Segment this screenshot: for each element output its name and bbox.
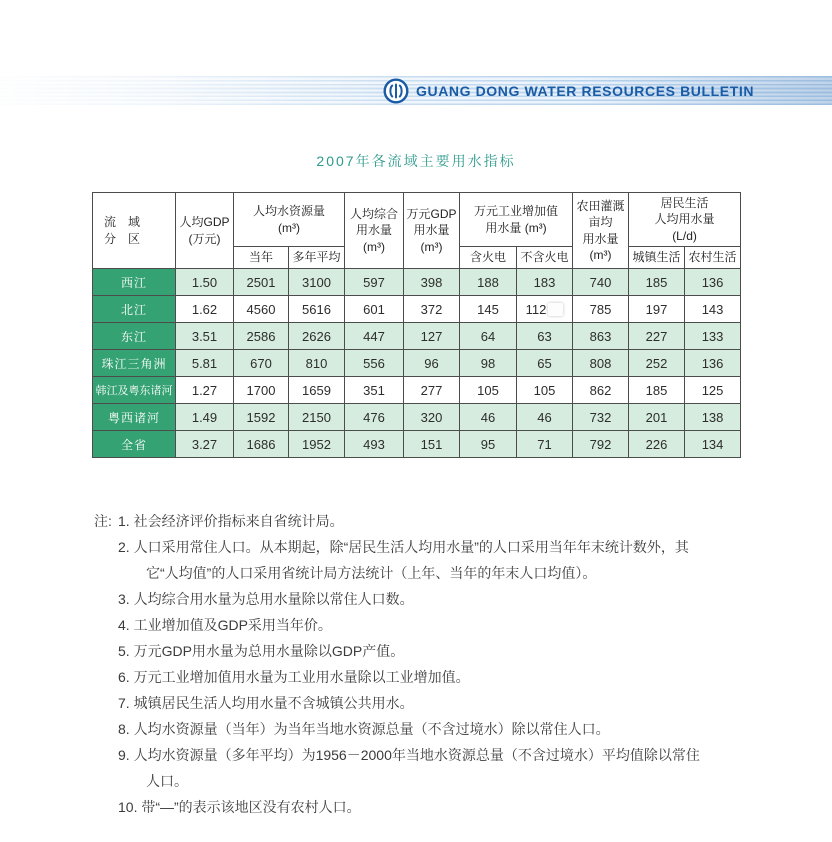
value-cell: 3100 — [289, 269, 345, 296]
note-item: 10. 带“—”的表示该地区没有农村人口。 — [118, 799, 361, 815]
value-cell: 862 — [573, 377, 629, 404]
value-cell: 810 — [289, 350, 345, 377]
sub-header-with-thermal: 含火电 — [460, 247, 517, 269]
value-cell: 3.51 — [176, 323, 234, 350]
col-header-comprehensive-use: 人均综合 用水量 (m³) — [345, 193, 404, 269]
value-cell: 143 — [685, 296, 741, 323]
table-row-xijiang — [93, 269, 741, 296]
sub-header-without-thermal: 不含火电 — [517, 247, 573, 269]
col-group-residential-use: 居民生活 人均用水量 (L/d) — [629, 193, 741, 247]
value-cell: 740 — [573, 269, 629, 296]
correction-patch — [548, 303, 563, 316]
value-cell: 185 — [629, 269, 685, 296]
value-cell: 125 — [685, 377, 741, 404]
value-cell: 1700 — [234, 377, 289, 404]
value-cell: 556 — [345, 350, 404, 377]
col-group-water-resources: 人均水资源量 (m³) — [234, 193, 345, 247]
value-cell: 127 — [404, 323, 460, 350]
note-item: 3. 人均综合用水量为总用水量除以常住人口数。 — [118, 591, 414, 607]
value-cell — [517, 296, 573, 323]
value-cell: 3.27 — [176, 431, 234, 458]
value-cell: 597 — [345, 269, 404, 296]
col-header-basin — [93, 193, 176, 269]
col-header-basin-line1: 流 域 — [104, 215, 141, 230]
table-row-zhujiang-delta — [93, 350, 741, 377]
notes-label: 注: — [94, 513, 112, 529]
value-cell: 1.62 — [176, 296, 234, 323]
value-cell: 185 — [629, 377, 685, 404]
value-cell: 320 — [404, 404, 460, 431]
value-cell: 145 — [460, 296, 517, 323]
ind-without-value: 112 — [525, 301, 547, 317]
note-item: 4. 工业增加值及GDP采用当年价。 — [118, 617, 332, 633]
basin-cell: 北江 — [93, 296, 176, 323]
note-item: 2. 人口采用常住人口。从本期起，除“居民生活人均用水量”的人口采用当年年末统计数外，其它“人均值”的人口采用省统计局方法统计（上年、当年的年末人口均值）。 — [118, 539, 689, 581]
page-title: 2007年各流域主要用水指标 — [316, 153, 516, 169]
table-row-beijiang — [93, 296, 741, 323]
value-cell: 188 — [460, 269, 517, 296]
value-cell: 138 — [685, 404, 741, 431]
value-cell: 1659 — [289, 377, 345, 404]
value-cell: 151 — [404, 431, 460, 458]
notes-section — [94, 508, 734, 820]
value-cell: 201 — [629, 404, 685, 431]
table-row-hanjiang — [93, 377, 741, 404]
banner-content — [383, 76, 754, 105]
value-cell: 98 — [460, 350, 517, 377]
value-cell: 476 — [345, 404, 404, 431]
header-row-1 — [93, 193, 741, 247]
note-item: 5. 万元GDP用水量为总用水量除以GDP产值。 — [118, 643, 405, 659]
basin-cell: 韩江及粤东诸河 — [93, 377, 176, 404]
value-cell: 1686 — [234, 431, 289, 458]
note-item: 8. 人均水资源量（当年）为当年当地水资源总量（不含过境水）除以常住人口。 — [118, 721, 610, 737]
value-cell: 65 — [517, 350, 573, 377]
water-indicators-table — [92, 192, 741, 458]
value-cell: 226 — [629, 431, 685, 458]
value-cell: 2501 — [234, 269, 289, 296]
value-cell: 46 — [460, 404, 517, 431]
value-cell: 670 — [234, 350, 289, 377]
basin-cell: 珠江三角洲 — [93, 350, 176, 377]
note-item: 7. 城镇居民生活人均用水量不含城镇公共用水。 — [118, 695, 414, 711]
value-cell: 601 — [345, 296, 404, 323]
value-cell: 63 — [517, 323, 573, 350]
value-cell: 5.81 — [176, 350, 234, 377]
col-group-industrial-added-value: 万元工业增加值 用水量 (m³) — [460, 193, 573, 247]
value-cell: 398 — [404, 269, 460, 296]
value-cell: 134 — [685, 431, 741, 458]
value-cell: 493 — [345, 431, 404, 458]
table-row-yuexi — [93, 404, 741, 431]
value-cell: 96 — [404, 350, 460, 377]
value-cell: 133 — [685, 323, 741, 350]
table-row-province-total — [93, 431, 741, 458]
value-cell: 785 — [573, 296, 629, 323]
value-cell: 105 — [460, 377, 517, 404]
sub-header-current-year: 当年 — [234, 247, 289, 269]
value-cell: 183 — [517, 269, 573, 296]
value-cell: 1.49 — [176, 404, 234, 431]
basin-cell: 全省 — [93, 431, 176, 458]
header-banner — [0, 76, 832, 105]
basin-cell: 粤西诸河 — [93, 404, 176, 431]
sub-header-rural-life: 农村生活 — [685, 247, 741, 269]
value-cell: 1.27 — [176, 377, 234, 404]
value-cell: 252 — [629, 350, 685, 377]
value-cell: 227 — [629, 323, 685, 350]
sub-header-multi-year-avg: 多年平均 — [289, 247, 345, 269]
value-cell: 95 — [460, 431, 517, 458]
basin-cell: 东江 — [93, 323, 176, 350]
value-cell: 5616 — [289, 296, 345, 323]
sub-header-urban-life: 城镇生活 — [629, 247, 685, 269]
value-cell: 863 — [573, 323, 629, 350]
value-cell: 71 — [517, 431, 573, 458]
col-header-gdp-per-capita: 人均GDP (万元) — [176, 193, 234, 269]
value-cell: 447 — [345, 323, 404, 350]
col-header-basin-line2: 分 区 — [104, 231, 141, 246]
value-cell: 1952 — [289, 431, 345, 458]
value-cell: 64 — [460, 323, 517, 350]
value-cell: 372 — [404, 296, 460, 323]
value-cell: 2626 — [289, 323, 345, 350]
value-cell: 732 — [573, 404, 629, 431]
note-item: 9. 人均水资源量（多年平均）为1956－2000年当地水资源总量（不含过境水）平均值除以常住人口。 — [118, 747, 700, 789]
value-cell: 1592 — [234, 404, 289, 431]
col-header-irrigation: 农田灌溉 亩均 用水量 (m³) — [573, 193, 629, 269]
value-cell: 2150 — [289, 404, 345, 431]
value-cell: 1.50 — [176, 269, 234, 296]
value-cell: 4560 — [234, 296, 289, 323]
value-cell: 136 — [685, 269, 741, 296]
water-bulletin-logo-icon — [383, 78, 409, 104]
value-cell: 351 — [345, 377, 404, 404]
value-cell: 197 — [629, 296, 685, 323]
value-cell: 136 — [685, 350, 741, 377]
value-cell: 105 — [517, 377, 573, 404]
notes-list — [118, 508, 706, 820]
value-cell: 2586 — [234, 323, 289, 350]
bulletin-title: GUANG DONG WATER RESOURCES BULLETIN — [416, 82, 755, 99]
table-row-dongjiang — [93, 323, 741, 350]
value-cell: 808 — [573, 350, 629, 377]
basin-cell: 西江 — [93, 269, 176, 296]
value-cell: 792 — [573, 431, 629, 458]
value-cell: 277 — [404, 377, 460, 404]
note-item: 1. 社会经济评价指标来自省统计局。 — [118, 513, 344, 529]
col-header-gdp-water-use: 万元GDP 用水量 (m³) — [404, 193, 460, 269]
value-cell: 46 — [517, 404, 573, 431]
note-item: 6. 万元工业增加值用水量为工业用水量除以工业增加值。 — [118, 669, 470, 685]
